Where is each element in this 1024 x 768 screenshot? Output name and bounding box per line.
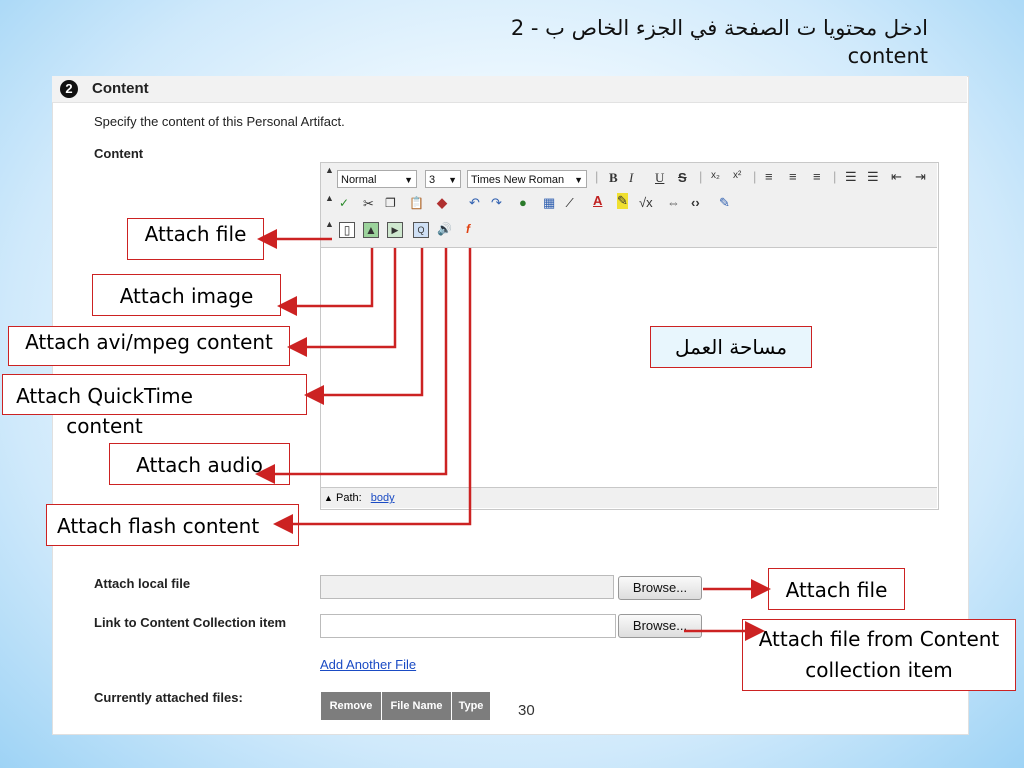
callout-attach-flash: Attach flash content — [46, 504, 299, 546]
format-select-value: Normal — [341, 174, 377, 186]
font-select[interactable] — [467, 170, 587, 188]
add-another-file-link[interactable]: Add Another File — [320, 657, 417, 672]
undo-icon[interactable]: ↶ — [469, 195, 480, 210]
attach-audio-icon[interactable]: 🔊 — [437, 222, 452, 236]
size-select[interactable] — [425, 170, 461, 188]
section-number-badge: 2 — [60, 80, 78, 98]
attach-file-icon[interactable]: ▯ — [339, 222, 355, 238]
format-select[interactable] — [337, 170, 417, 188]
editor-workspace[interactable] — [322, 250, 936, 486]
unordered-list-icon[interactable]: ☰ — [867, 169, 879, 184]
copy-icon[interactable]: ❐ — [385, 196, 396, 210]
toolbar-divider: | — [833, 169, 837, 184]
section-title: Content — [92, 80, 149, 97]
anchor-icon[interactable]: ◆ — [437, 195, 447, 210]
chevron-down-icon: ▼ — [574, 175, 583, 185]
ordered-list-icon[interactable]: ☰ — [845, 169, 857, 184]
cut-icon[interactable]: ✂ — [363, 196, 374, 211]
table-header-file-name[interactable]: File Name — [382, 692, 452, 720]
italic-icon[interactable]: I — [629, 170, 634, 185]
code-icon[interactable]: ‹› — [691, 195, 700, 210]
attach-quicktime-icon[interactable]: Q — [413, 222, 429, 238]
text-color-icon[interactable]: A — [593, 193, 603, 208]
paste-icon[interactable]: 📋 — [409, 196, 424, 210]
redo-icon[interactable]: ↷ — [491, 195, 502, 210]
path-link[interactable]: body — [370, 492, 395, 504]
table-icon[interactable]: ▦ — [543, 195, 556, 210]
toolbar-divider: | — [595, 169, 599, 184]
slide-title-line1: 2 - ادخل محتويا ت الصفحة في الجزء الخاص ب — [510, 16, 928, 40]
table-header-remove[interactable]: Remove — [321, 692, 382, 720]
link-icon[interactable]: ● — [519, 195, 527, 210]
highlight-icon[interactable]: ✎ — [617, 193, 628, 208]
size-select-value: 3 — [429, 174, 436, 186]
spellcheck-icon[interactable]: ✓ — [339, 196, 350, 210]
chevron-down-icon: ▼ — [448, 175, 457, 185]
attach-flash-icon[interactable]: f — [466, 222, 470, 236]
attached-files-label: Currently attached files: — [94, 690, 243, 705]
toolbar-divider: | — [753, 169, 757, 184]
statusbar-collapse-icon[interactable]: ▲ — [324, 493, 333, 503]
html-icon[interactable]: ⇔ — [667, 195, 680, 210]
toolbar-collapse-icon[interactable]: ▲ — [325, 219, 334, 229]
toolbar-divider: | — [699, 169, 703, 184]
section-header — [52, 76, 967, 103]
section-description: Specify the content of this Personal Artifact. — [94, 114, 345, 129]
content-collection-input[interactable] — [320, 614, 616, 638]
link-content-collection-label: Link to Content Collection item — [94, 615, 287, 630]
attach-local-file-label: Attach local file — [94, 576, 191, 591]
outdent-icon[interactable]: ⇤ — [891, 169, 902, 184]
slide-title-line2: content — [847, 44, 928, 68]
strikethrough-icon[interactable]: S — [678, 170, 687, 185]
toolbar-collapse-icon[interactable]: ▲ — [325, 193, 334, 203]
font-select-value: Times New Roman — [471, 174, 565, 186]
page-number: 30 — [518, 702, 535, 719]
underline-icon[interactable]: U — [655, 170, 665, 185]
bold-icon[interactable]: B — [609, 170, 618, 185]
editor-toolbar — [321, 163, 937, 248]
toolbar-collapse-icon[interactable]: ▲ — [325, 165, 334, 175]
preview-icon[interactable]: ✎ — [719, 195, 730, 210]
path-label: Path: — [335, 492, 362, 504]
content-label: Content — [94, 146, 144, 161]
callout-attach-avi: Attach avi/mpeg content — [8, 326, 290, 366]
superscript-icon[interactable]: x² — [733, 170, 742, 181]
callout-attach-from-collection: Attach file from Content collection item — [742, 619, 1016, 691]
callout-attach-audio: Attach audio — [109, 443, 290, 485]
callout-attach-file-right: Attach file — [768, 568, 905, 610]
indent-icon[interactable]: ⇥ — [915, 169, 926, 184]
slide-title — [328, 14, 928, 70]
subscript-icon[interactable]: x₂ — [711, 170, 720, 181]
local-file-input[interactable] — [320, 575, 614, 599]
align-center-icon[interactable]: ≡ — [789, 169, 797, 184]
hr-icon[interactable]: ∕ — [569, 195, 572, 210]
align-right-icon[interactable]: ≡ — [813, 169, 821, 184]
align-left-icon[interactable]: ≡ — [765, 169, 773, 184]
attach-image-icon[interactable]: ▲ — [363, 222, 379, 238]
callout-attach-file: Attach file — [127, 218, 264, 260]
table-header-type[interactable]: Type — [452, 692, 491, 720]
math-icon[interactable]: √x — [639, 195, 653, 210]
callout-attach-image: Attach image — [92, 274, 281, 316]
chevron-down-icon: ▼ — [404, 175, 413, 185]
callout-attach-quicktime: Attach QuickTime content — [2, 374, 307, 415]
browse-button-local[interactable]: Browse... — [618, 576, 702, 600]
editor-statusbar — [321, 487, 937, 508]
attach-avi-icon[interactable]: ▶ — [387, 222, 403, 238]
callout-workspace: مساحة العمل — [650, 326, 812, 368]
browse-button-collection[interactable]: Browse... — [618, 614, 702, 638]
